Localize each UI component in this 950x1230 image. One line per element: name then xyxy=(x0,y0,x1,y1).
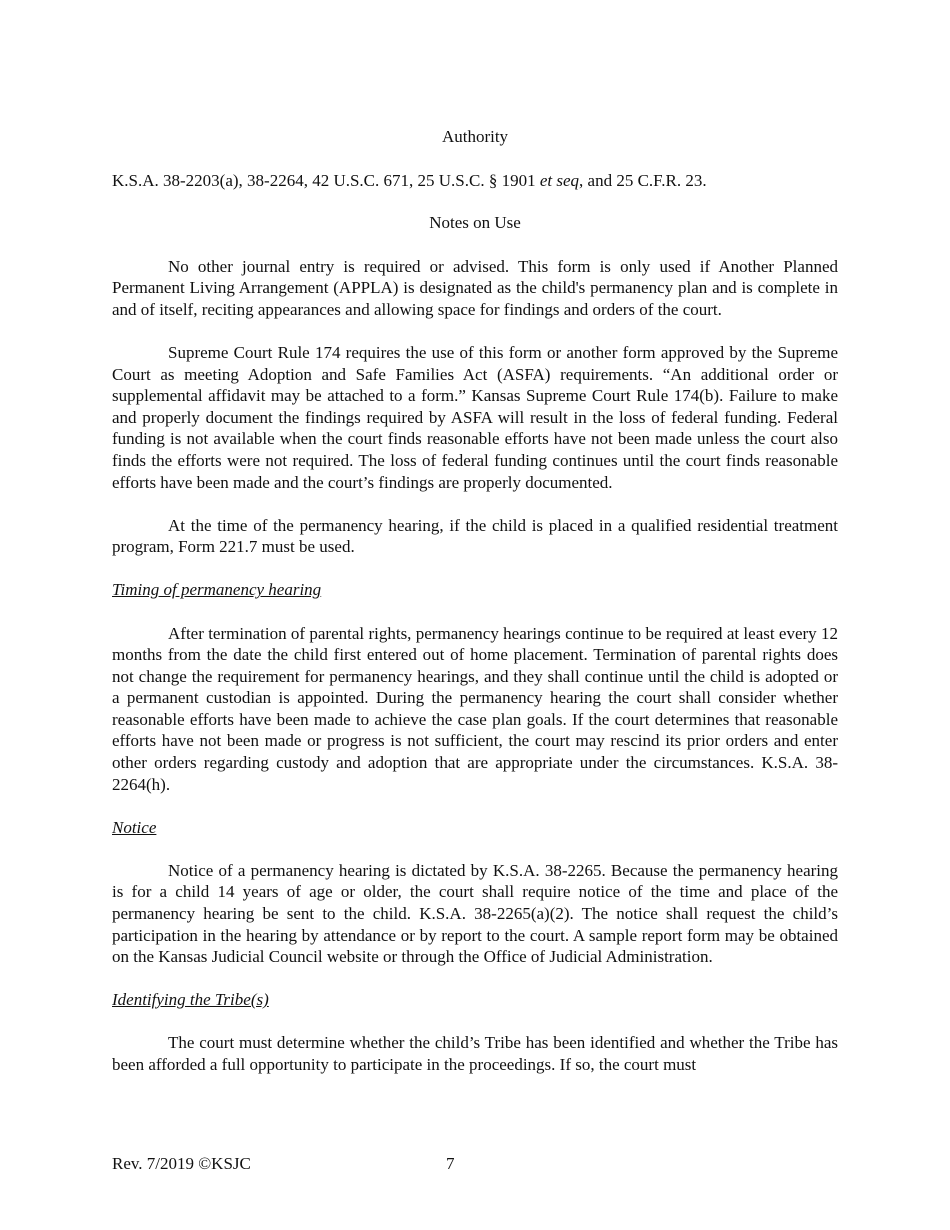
authority-heading: Authority xyxy=(441,127,509,146)
section-paragraph-notice: Notice of a permanency hearing is dictated by K.S.A. 38-2265. Because the permanency hearing is for a child 14 years of age or older, the court shall require notice of the time and place of the permanency hearing be sent to the child. K.S.A. 38-2265(a)(2). The notice shall request the child’s participation in the hearing by attendance or by report to the court. A sample report form may be obtained on the Kansas Judicial Council website or through the Office of Judicial Administration. xyxy=(112,860,838,967)
document-page xyxy=(112,126,838,1097)
section-heading-tribe: Identifying the Tribe(s) xyxy=(112,990,269,1010)
notes-on-use-heading: Notes on Use xyxy=(429,213,521,233)
citation-et-seq: et seq xyxy=(539,170,580,190)
section-heading-notice: Notice xyxy=(112,817,157,837)
citation-text: K.S.A. 38-2203(a), 38-2264, 42 U.S.C. 671, 25 U.S.C. § 1901 xyxy=(112,170,540,190)
authority-citation xyxy=(112,170,838,192)
footer-page-number: 7 xyxy=(446,1154,455,1173)
section-paragraph-tribe: The court must determine whether the child’s Tribe has been identified and whether the Tribe has been afforded a full opportunity to participate in the proceedings. If so, the court must xyxy=(112,1033,838,1074)
notes-paragraph-3: At the time of the permanency hearing, if the child is placed in a qualified residential treatment program, Form 221.7 must be used. xyxy=(112,515,838,557)
footer-revision: Rev. 7/2019 ©KSJC xyxy=(112,1154,251,1173)
section-paragraph-timing: After termination of parental rights, permanency hearings continue to be required at least every 12 months from the date the child first entered out of home placement. Termination of parental rights does not change the requirement for permanency hearings, and they shall continue until the child is adopted or a permanent custodian is appointed. During the permanency hearing the court shall consider whether reasonable efforts have been made to achieve the case plan goals. If the court determines that reasonable efforts have not been made or progress is not sufficient, the court may rescind its prior orders and enter other orders regarding custody and adoption that are appropriate under the circumstances. K.S.A. 38-2264(h). xyxy=(112,623,838,794)
notes-paragraph-2: Supreme Court Rule 174 requires the use of this form or another form approved by the Supreme Court as meeting Adoption and Safe Families Act (ASFA) requirements. “An additional order or supplemental affidavit may be attached to a form.” Kansas Supreme Court Rule 174(b). Failure to make and properly document the findings required by ASFA will result in the loss of federal funding. Federal funding is not available when the court finds reasonable efforts have not been made unless the court also finds the efforts were not required. The loss of federal funding continues until the court finds reasonable efforts have been made and the court’s findings are properly documented. xyxy=(112,343,838,492)
section-heading-timing: Timing of permanency hearing xyxy=(112,580,322,600)
notes-paragraph-1: No other journal entry is required or advised. This form is only used if Another Planned Permanent Living Arrangement (APPLA) is designated as the child's permanency plan and is complete in and of itself, reciting appearances and allowing space for findings and orders of the court. xyxy=(112,256,838,319)
citation-text-end: , and 25 C.F.R. 23. xyxy=(579,170,707,190)
